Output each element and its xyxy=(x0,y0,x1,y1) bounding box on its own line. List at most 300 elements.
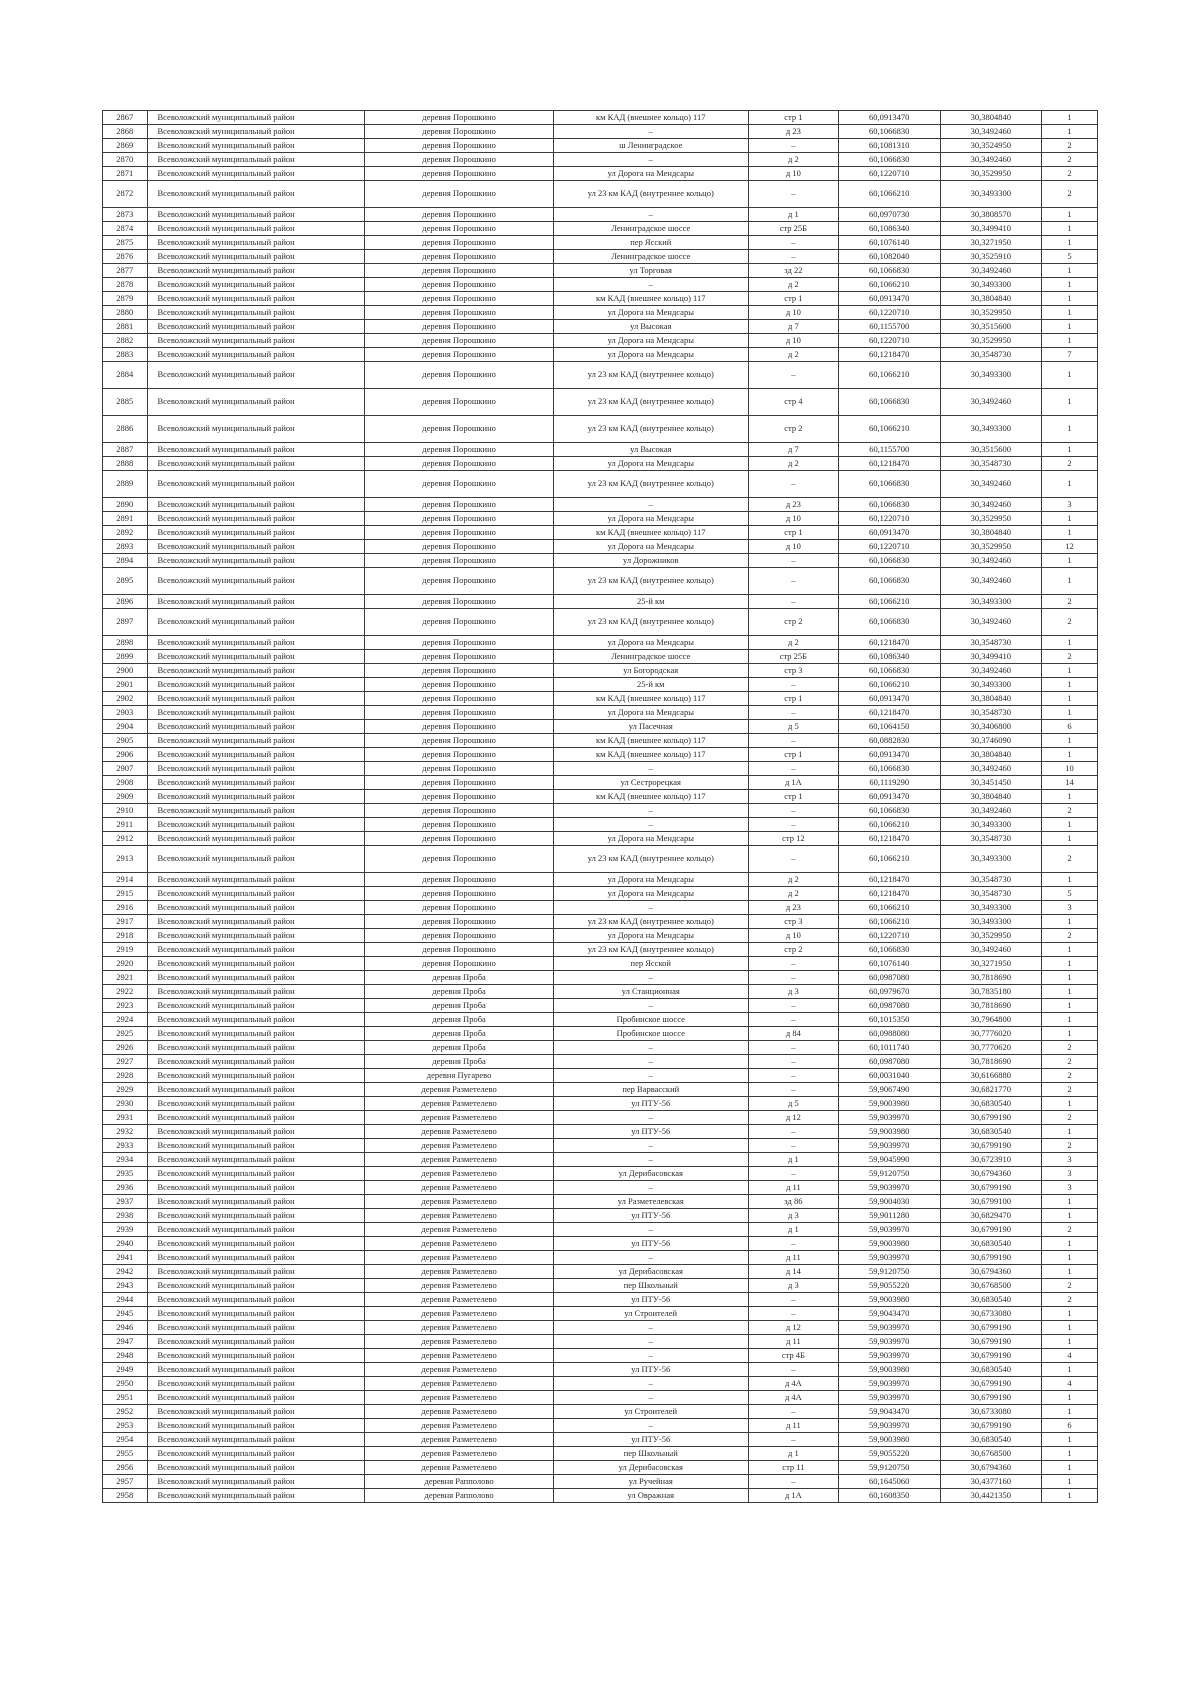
street-cell: км КАД (внешнее кольцо) 117 xyxy=(553,111,748,125)
locality-cell: деревня Порошкино xyxy=(365,306,553,320)
latitude-cell: 60,1066830 xyxy=(838,609,940,636)
house-cell: – xyxy=(748,734,838,748)
district-cell: Всеволожский муниципальный район xyxy=(147,1013,365,1027)
quantity-cell: 4 xyxy=(1042,1377,1098,1391)
row-number: 2948 xyxy=(103,1349,148,1363)
quantity-cell: 1 xyxy=(1042,278,1098,292)
locality-cell: деревня Разметелево xyxy=(365,1433,553,1447)
locality-cell: деревня Разметелево xyxy=(365,1405,553,1419)
longitude-cell: 30,3548730 xyxy=(940,706,1042,720)
street-cell: ул Дорога на Мендсары xyxy=(553,929,748,943)
locality-cell: деревня Разметелево xyxy=(365,1153,553,1167)
quantity-cell: 3 xyxy=(1042,498,1098,512)
row-number: 2945 xyxy=(103,1307,148,1321)
street-cell: – xyxy=(553,278,748,292)
locality-cell: деревня Разметелево xyxy=(365,1265,553,1279)
house-cell: д 1 xyxy=(748,208,838,222)
latitude-cell: 60,1066830 xyxy=(838,389,940,416)
table-row xyxy=(103,1069,1098,1083)
quantity-cell: 1 xyxy=(1042,1363,1098,1377)
latitude-cell: 60,1066210 xyxy=(838,416,940,443)
street-cell: км КАД (внешнее кольцо) 117 xyxy=(553,292,748,306)
street-cell: Пробинское шоссе xyxy=(553,1027,748,1041)
row-number: 2888 xyxy=(103,457,148,471)
district-cell: Всеволожский муниципальный район xyxy=(147,1475,365,1489)
house-cell: – xyxy=(748,1167,838,1181)
street-cell: ул Сестрорецкая xyxy=(553,776,748,790)
street-cell: ул ПТУ-56 xyxy=(553,1097,748,1111)
table-row xyxy=(103,181,1098,208)
latitude-cell: 60,0913470 xyxy=(838,692,940,706)
row-number: 2952 xyxy=(103,1405,148,1419)
house-cell: д 1А xyxy=(748,1489,838,1503)
street-cell: – xyxy=(553,1181,748,1195)
latitude-cell: 59,9004030 xyxy=(838,1195,940,1209)
latitude-cell: 60,1066210 xyxy=(838,846,940,873)
house-cell: зд 22 xyxy=(748,264,838,278)
district-cell: Всеволожский муниципальный район xyxy=(147,236,365,250)
longitude-cell: 30,7776020 xyxy=(940,1027,1042,1041)
locality-cell: деревня Разметелево xyxy=(365,1279,553,1293)
locality-cell: деревня Порошкино xyxy=(365,236,553,250)
district-cell: Всеволожский муниципальный район xyxy=(147,957,365,971)
house-cell: – xyxy=(748,957,838,971)
quantity-cell: 1 xyxy=(1042,292,1098,306)
street-cell: 25-й км xyxy=(553,595,748,609)
longitude-cell: 30,3492460 xyxy=(940,153,1042,167)
table-row xyxy=(103,1097,1098,1111)
latitude-cell: 60,1066210 xyxy=(838,915,940,929)
house-cell: стр 1 xyxy=(748,790,838,804)
street-cell: ул Дерибасовская xyxy=(553,1461,748,1475)
district-cell: Всеволожский муниципальный район xyxy=(147,1447,365,1461)
house-cell: – xyxy=(748,568,838,595)
house-cell: д 12 xyxy=(748,1111,838,1125)
latitude-cell: 59,9003980 xyxy=(838,1125,940,1139)
house-cell: – xyxy=(748,999,838,1013)
latitude-cell: 60,1066830 xyxy=(838,664,940,678)
house-cell: – xyxy=(748,1475,838,1489)
longitude-cell: 30,3804840 xyxy=(940,692,1042,706)
quantity-cell: 1 xyxy=(1042,692,1098,706)
district-cell: Всеволожский муниципальный район xyxy=(147,1419,365,1433)
quantity-cell: 1 xyxy=(1042,999,1098,1013)
row-number: 2923 xyxy=(103,999,148,1013)
street-cell: ул Пасечная xyxy=(553,720,748,734)
longitude-cell: 30,3529950 xyxy=(940,306,1042,320)
row-number: 2946 xyxy=(103,1321,148,1335)
row-number: 2957 xyxy=(103,1475,148,1489)
row-number: 2930 xyxy=(103,1097,148,1111)
locality-cell: деревня Разметелево xyxy=(365,1223,553,1237)
house-cell: – xyxy=(748,818,838,832)
table-row xyxy=(103,512,1098,526)
locality-cell: деревня Порошкино xyxy=(365,540,553,554)
district-cell: Всеволожский муниципальный район xyxy=(147,1461,365,1475)
row-number: 2890 xyxy=(103,498,148,512)
row-number: 2867 xyxy=(103,111,148,125)
row-number: 2927 xyxy=(103,1055,148,1069)
street-cell: ул Дорога на Мендсары xyxy=(553,540,748,554)
district-cell: Всеволожский муниципальный район xyxy=(147,1433,365,1447)
table-row xyxy=(103,1419,1098,1433)
longitude-cell: 30,3804840 xyxy=(940,111,1042,125)
table-row xyxy=(103,362,1098,389)
house-cell: стр 25Б xyxy=(748,222,838,236)
house-cell: стр 1 xyxy=(748,292,838,306)
table-row xyxy=(103,498,1098,512)
table-row xyxy=(103,389,1098,416)
longitude-cell: 30,3492460 xyxy=(940,264,1042,278)
row-number: 2924 xyxy=(103,1013,148,1027)
district-cell: Всеволожский муниципальный район xyxy=(147,1167,365,1181)
quantity-cell: 1 xyxy=(1042,222,1098,236)
house-cell: – xyxy=(748,595,838,609)
data-table xyxy=(102,110,1098,1503)
locality-cell: деревня Разметелево xyxy=(365,1307,553,1321)
locality-cell: деревня Порошкино xyxy=(365,125,553,139)
locality-cell: деревня Порошкино xyxy=(365,804,553,818)
quantity-cell: 1 xyxy=(1042,389,1098,416)
row-number: 2905 xyxy=(103,734,148,748)
quantity-cell: 2 xyxy=(1042,1111,1098,1125)
table-row xyxy=(103,1237,1098,1251)
house-cell: д 5 xyxy=(748,720,838,734)
locality-cell: деревня Разметелево xyxy=(365,1419,553,1433)
latitude-cell: 60,0979670 xyxy=(838,985,940,999)
house-cell: стр 3 xyxy=(748,915,838,929)
street-cell: км КАД (внешнее кольцо) 117 xyxy=(553,734,748,748)
longitude-cell: 30,7818690 xyxy=(940,971,1042,985)
latitude-cell: 60,0031040 xyxy=(838,1069,940,1083)
district-cell: Всеволожский муниципальный район xyxy=(147,901,365,915)
district-cell: Всеволожский муниципальный район xyxy=(147,1265,365,1279)
table-row xyxy=(103,320,1098,334)
district-cell: Всеволожский муниципальный район xyxy=(147,540,365,554)
house-cell: зд 86 xyxy=(748,1195,838,1209)
locality-cell: деревня Проба xyxy=(365,1055,553,1069)
district-cell: Всеволожский муниципальный район xyxy=(147,1251,365,1265)
house-cell: – xyxy=(748,846,838,873)
longitude-cell: 30,3804840 xyxy=(940,526,1042,540)
latitude-cell: 60,1155700 xyxy=(838,443,940,457)
row-number: 2899 xyxy=(103,650,148,664)
house-cell: – xyxy=(748,1307,838,1321)
street-cell: – xyxy=(553,1041,748,1055)
quantity-cell: 1 xyxy=(1042,971,1098,985)
district-cell: Всеволожский муниципальный район xyxy=(147,776,365,790)
house-cell: – xyxy=(748,1055,838,1069)
row-number: 2884 xyxy=(103,362,148,389)
quantity-cell: 2 xyxy=(1042,1055,1098,1069)
street-cell: км КАД (внешнее кольцо) 117 xyxy=(553,526,748,540)
district-cell: Всеволожский муниципальный район xyxy=(147,334,365,348)
house-cell: – xyxy=(748,1139,838,1153)
latitude-cell: 60,1220710 xyxy=(838,167,940,181)
house-cell: д 84 xyxy=(748,1027,838,1041)
house-cell: д 1 xyxy=(748,1447,838,1461)
longitude-cell: 30,6799190 xyxy=(940,1391,1042,1405)
locality-cell: деревня Порошкино xyxy=(365,457,553,471)
quantity-cell: 2 xyxy=(1042,153,1098,167)
latitude-cell: 59,9039970 xyxy=(838,1377,940,1391)
street-cell: ул Богородская xyxy=(553,664,748,678)
row-number: 2934 xyxy=(103,1153,148,1167)
longitude-cell: 30,3804840 xyxy=(940,292,1042,306)
quantity-cell: 2 xyxy=(1042,457,1098,471)
street-cell: – xyxy=(553,153,748,167)
street-cell: ул ПТУ-56 xyxy=(553,1125,748,1139)
latitude-cell: 60,1086340 xyxy=(838,650,940,664)
row-number: 2879 xyxy=(103,292,148,306)
table-row xyxy=(103,915,1098,929)
longitude-cell: 30,3493300 xyxy=(940,915,1042,929)
longitude-cell: 30,3548730 xyxy=(940,348,1042,362)
latitude-cell: 59,9039970 xyxy=(838,1419,940,1433)
quantity-cell: 10 xyxy=(1042,762,1098,776)
quantity-cell: 2 xyxy=(1042,139,1098,153)
street-cell: пер Школьный xyxy=(553,1279,748,1293)
row-number: 2894 xyxy=(103,554,148,568)
house-cell: стр 1 xyxy=(748,748,838,762)
table-row xyxy=(103,678,1098,692)
latitude-cell: 59,9039970 xyxy=(838,1349,940,1363)
latitude-cell: 60,0913470 xyxy=(838,790,940,804)
street-cell: ул Овражная xyxy=(553,1489,748,1503)
quantity-cell: 3 xyxy=(1042,1167,1098,1181)
longitude-cell: 30,7835180 xyxy=(940,985,1042,999)
table-row xyxy=(103,971,1098,985)
quantity-cell: 1 xyxy=(1042,125,1098,139)
longitude-cell: 30,7818690 xyxy=(940,1055,1042,1069)
street-cell: – xyxy=(553,1139,748,1153)
row-number: 2904 xyxy=(103,720,148,734)
quantity-cell: 6 xyxy=(1042,1419,1098,1433)
house-cell: – xyxy=(748,1041,838,1055)
quantity-cell: 3 xyxy=(1042,901,1098,915)
row-number: 2907 xyxy=(103,762,148,776)
latitude-cell: 60,1015350 xyxy=(838,1013,940,1027)
table-row xyxy=(103,1209,1098,1223)
district-cell: Всеволожский муниципальный район xyxy=(147,306,365,320)
locality-cell: деревня Порошкино xyxy=(365,650,553,664)
longitude-cell: 30,3515600 xyxy=(940,443,1042,457)
table-row xyxy=(103,1321,1098,1335)
street-cell: ул Дорога на Мендсары xyxy=(553,334,748,348)
locality-cell: деревня Порошкино xyxy=(365,678,553,692)
row-number: 2875 xyxy=(103,236,148,250)
district-cell: Всеволожский муниципальный район xyxy=(147,1153,365,1167)
quantity-cell: 7 xyxy=(1042,348,1098,362)
table-row xyxy=(103,1055,1098,1069)
longitude-cell: 30,6733080 xyxy=(940,1307,1042,1321)
house-cell: д 12 xyxy=(748,1321,838,1335)
row-number: 2953 xyxy=(103,1419,148,1433)
quantity-cell: 1 xyxy=(1042,943,1098,957)
longitude-cell: 30,6723910 xyxy=(940,1153,1042,1167)
locality-cell: деревня Порошкино xyxy=(365,790,553,804)
locality-cell: деревня Порошкино xyxy=(365,887,553,901)
table-row xyxy=(103,1363,1098,1377)
district-cell: Всеволожский муниципальный район xyxy=(147,264,365,278)
longitude-cell: 30,6799190 xyxy=(940,1111,1042,1125)
district-cell: Всеволожский муниципальный район xyxy=(147,762,365,776)
street-cell: ул Строителей xyxy=(553,1307,748,1321)
longitude-cell: 30,3493300 xyxy=(940,846,1042,873)
locality-cell: деревня Разметелево xyxy=(365,1237,553,1251)
street-cell: ул Дорожников xyxy=(553,554,748,568)
latitude-cell: 59,9039970 xyxy=(838,1223,940,1237)
district-cell: Всеволожский муниципальный район xyxy=(147,846,365,873)
latitude-cell: 59,9003980 xyxy=(838,1293,940,1307)
quantity-cell: 1 xyxy=(1042,264,1098,278)
row-number: 2916 xyxy=(103,901,148,915)
table-row xyxy=(103,804,1098,818)
locality-cell: деревня Проба xyxy=(365,971,553,985)
quantity-cell: 1 xyxy=(1042,1405,1098,1419)
longitude-cell: 30,6821770 xyxy=(940,1083,1042,1097)
house-cell: стр 25Б xyxy=(748,650,838,664)
house-cell: д 10 xyxy=(748,167,838,181)
house-cell: – xyxy=(748,804,838,818)
longitude-cell: 30,3804840 xyxy=(940,790,1042,804)
district-cell: Всеволожский муниципальный район xyxy=(147,1181,365,1195)
table-row xyxy=(103,167,1098,181)
district-cell: Всеволожский муниципальный район xyxy=(147,526,365,540)
quantity-cell: 1 xyxy=(1042,568,1098,595)
row-number: 2944 xyxy=(103,1293,148,1307)
row-number: 2954 xyxy=(103,1433,148,1447)
street-cell: ул Дорога на Мендсары xyxy=(553,887,748,901)
row-number: 2951 xyxy=(103,1391,148,1405)
latitude-cell: 60,1218470 xyxy=(838,887,940,901)
district-cell: Всеволожский муниципальный район xyxy=(147,943,365,957)
table-row xyxy=(103,999,1098,1013)
row-number: 2931 xyxy=(103,1111,148,1125)
longitude-cell: 30,6829470 xyxy=(940,1209,1042,1223)
latitude-cell: 59,9120750 xyxy=(838,1167,940,1181)
table-row xyxy=(103,818,1098,832)
longitude-cell: 30,3492460 xyxy=(940,389,1042,416)
quantity-cell: 1 xyxy=(1042,320,1098,334)
table-row xyxy=(103,1391,1098,1405)
district-cell: Всеволожский муниципальный район xyxy=(147,790,365,804)
street-cell: пер Ясской xyxy=(553,957,748,971)
longitude-cell: 30,3548730 xyxy=(940,832,1042,846)
street-cell: ул 23 км КАД (внутреннее кольцо) xyxy=(553,471,748,498)
longitude-cell: 30,4377160 xyxy=(940,1475,1042,1489)
row-number: 2955 xyxy=(103,1447,148,1461)
latitude-cell: 60,0913470 xyxy=(838,111,940,125)
quantity-cell: 1 xyxy=(1042,748,1098,762)
house-cell: стр 1 xyxy=(748,692,838,706)
district-cell: Всеволожский муниципальный район xyxy=(147,832,365,846)
table-row xyxy=(103,846,1098,873)
locality-cell: деревня Разметелево xyxy=(365,1167,553,1181)
street-cell: 25-й км xyxy=(553,678,748,692)
district-cell: Всеволожский муниципальный район xyxy=(147,1097,365,1111)
street-cell: ул 23 км КАД (внутреннее кольцо) xyxy=(553,846,748,873)
house-cell: – xyxy=(748,1237,838,1251)
longitude-cell: 30,6799190 xyxy=(940,1335,1042,1349)
table-row xyxy=(103,1377,1098,1391)
house-cell: – xyxy=(748,1083,838,1097)
district-cell: Всеволожский муниципальный район xyxy=(147,1405,365,1419)
locality-cell: деревня Порошкино xyxy=(365,153,553,167)
locality-cell: деревня Порошкино xyxy=(365,929,553,943)
table-row xyxy=(103,554,1098,568)
district-cell: Всеволожский муниципальный район xyxy=(147,320,365,334)
house-cell: д 2 xyxy=(748,153,838,167)
quantity-cell: 2 xyxy=(1042,609,1098,636)
locality-cell: деревня Разметелево xyxy=(365,1321,553,1335)
house-cell: д 1 xyxy=(748,1153,838,1167)
table-row xyxy=(103,957,1098,971)
street-cell: Ленинградское шоссе xyxy=(553,250,748,264)
table-row xyxy=(103,595,1098,609)
latitude-cell: 59,9055220 xyxy=(838,1447,940,1461)
latitude-cell: 60,0882830 xyxy=(838,734,940,748)
longitude-cell: 30,6830540 xyxy=(940,1125,1042,1139)
latitude-cell: 60,1066830 xyxy=(838,804,940,818)
latitude-cell: 59,9120750 xyxy=(838,1265,940,1279)
locality-cell: деревня Порошкино xyxy=(365,943,553,957)
row-number: 2938 xyxy=(103,1209,148,1223)
longitude-cell: 30,3524950 xyxy=(940,139,1042,153)
district-cell: Всеволожский муниципальный район xyxy=(147,1139,365,1153)
table-row xyxy=(103,153,1098,167)
district-cell: Всеволожский муниципальный район xyxy=(147,818,365,832)
row-number: 2935 xyxy=(103,1167,148,1181)
house-cell: д 10 xyxy=(748,540,838,554)
house-cell: стр 2 xyxy=(748,609,838,636)
district-cell: Всеволожский муниципальный район xyxy=(147,1489,365,1503)
latitude-cell: 60,1066830 xyxy=(838,568,940,595)
locality-cell: деревня Разметелево xyxy=(365,1363,553,1377)
quantity-cell: 1 xyxy=(1042,678,1098,692)
row-number: 2906 xyxy=(103,748,148,762)
quantity-cell: 1 xyxy=(1042,111,1098,125)
house-cell: – xyxy=(748,1069,838,1083)
quantity-cell: 1 xyxy=(1042,1195,1098,1209)
quantity-cell: 2 xyxy=(1042,181,1098,208)
longitude-cell: 30,3499410 xyxy=(940,222,1042,236)
longitude-cell: 30,6799190 xyxy=(940,1377,1042,1391)
latitude-cell: 60,1220710 xyxy=(838,540,940,554)
district-cell: Всеволожский муниципальный район xyxy=(147,512,365,526)
row-number: 2922 xyxy=(103,985,148,999)
quantity-cell: 1 xyxy=(1042,734,1098,748)
table-body xyxy=(103,111,1098,1503)
latitude-cell: 60,1066210 xyxy=(838,678,940,692)
house-cell: – xyxy=(748,706,838,720)
district-cell: Всеволожский муниципальный район xyxy=(147,1363,365,1377)
quantity-cell: 5 xyxy=(1042,887,1098,901)
longitude-cell: 30,3493300 xyxy=(940,678,1042,692)
street-cell: ул 23 км КАД (внутреннее кольцо) xyxy=(553,943,748,957)
street-cell: – xyxy=(553,1391,748,1405)
longitude-cell: 30,6733080 xyxy=(940,1405,1042,1419)
house-cell: д 11 xyxy=(748,1419,838,1433)
latitude-cell: 60,0988080 xyxy=(838,1027,940,1041)
longitude-cell: 30,3529950 xyxy=(940,167,1042,181)
street-cell: ул Дорога на Мендсары xyxy=(553,706,748,720)
house-cell: – xyxy=(748,362,838,389)
house-cell: д 23 xyxy=(748,125,838,139)
house-cell: – xyxy=(748,471,838,498)
house-cell: стр 2 xyxy=(748,416,838,443)
quantity-cell: 1 xyxy=(1042,1027,1098,1041)
